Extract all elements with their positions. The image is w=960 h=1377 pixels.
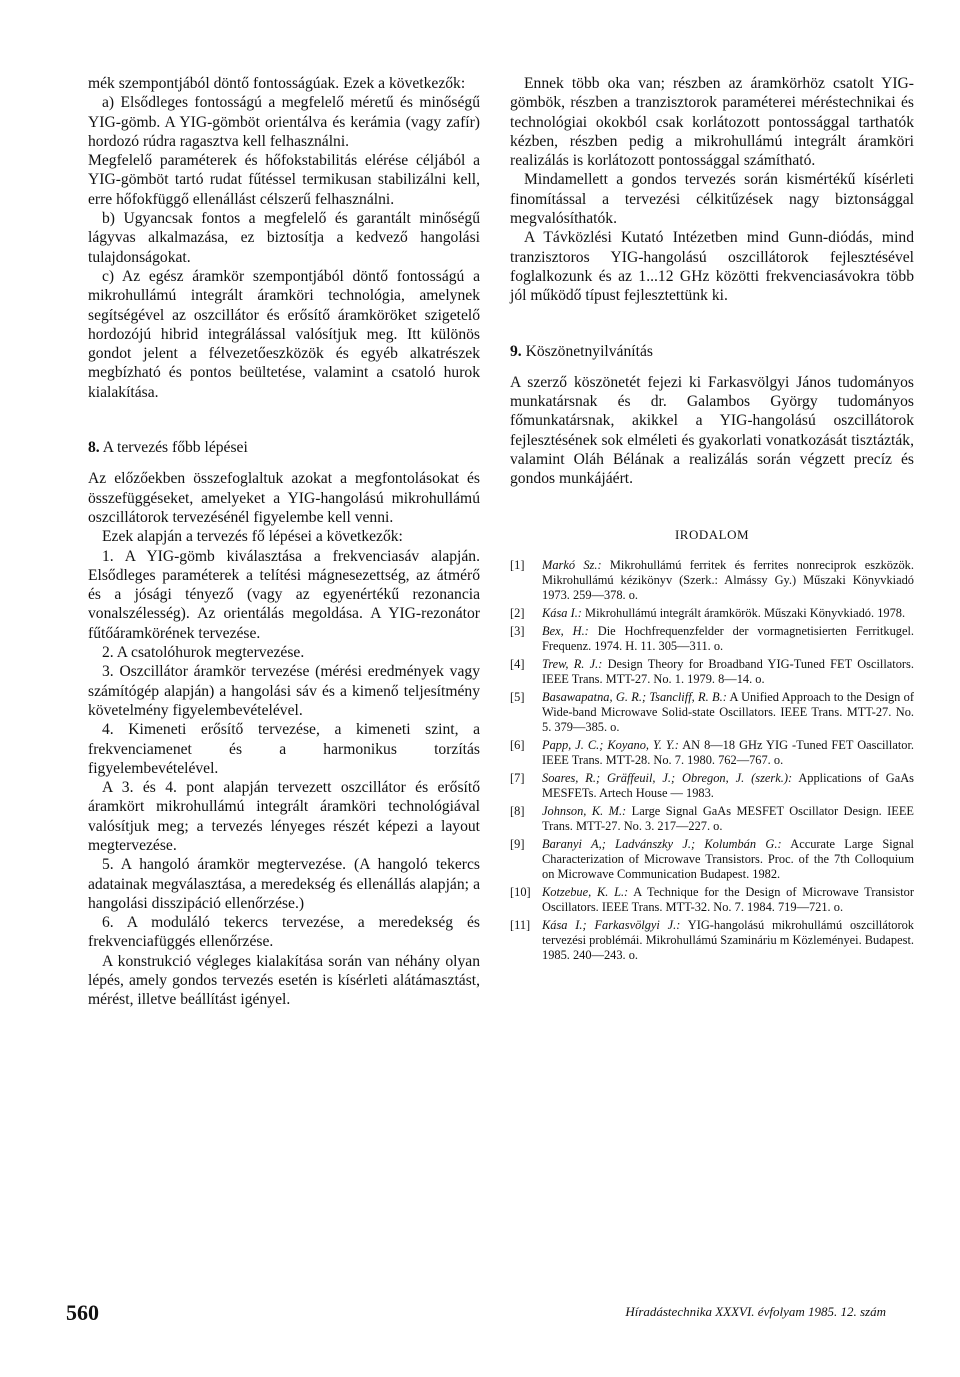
- reference-item: [510, 624, 914, 654]
- section-8-paragraph-4: A konstrukció végleges kialakítása során van néhány olyan lépés, amely gondos tervezés esetén is kísérleti alátámasztást, mérést, illetve beállítást igényel.: [88, 952, 480, 1009]
- reference-item: [510, 606, 914, 621]
- reference-text: AN 8—18 GHz YIG -Tuned FET Oascillator. IEEE Trans. MTT-28. No. 7. 1980. 762—767. o.: [542, 737, 914, 767]
- reference-number: [4]: [510, 656, 525, 671]
- page-number: 560: [66, 1300, 99, 1325]
- reference-item: [510, 837, 914, 882]
- reference-text: Die Hochfrequenzfelder der vormagnetisierten Ferritkugel. Frequenz. 1974. H. 11. 305—311. o.: [542, 623, 915, 653]
- step-6: 6. A moduláló tekercs tervezése, a meredekség és frekvenciafüggés ellenőrzése.: [88, 914, 480, 951]
- reference-number: [9]: [510, 836, 525, 851]
- reference-item: [510, 558, 914, 603]
- left-column: [88, 74, 480, 1010]
- step-4: 4. Kimeneti erősítő tervezése, a kimeneti szint, a frekvenciamenet és a harmonikus torzítás figyelembevételével.: [88, 721, 480, 777]
- page-footer: [66, 1300, 886, 1330]
- reference-authors: Johnson, K. M.:: [542, 803, 627, 818]
- intro-paragraph: mék szempontjából döntő fontosságúak. Ezek a következők:: [88, 75, 466, 92]
- reference-number: [5]: [510, 689, 525, 704]
- section-8-paragraph-3: A 3. és 4. pont alapján tervezett oszcillátor és erősítő áramkört mikrohullámú integrált áramköri technológiával valósítjuk meg; a tervezés lényeges részét képezi a layout megtervezése.: [88, 779, 480, 854]
- reference-number: [10]: [510, 884, 531, 899]
- reference-authors: Soares, R.; Gräffeuil, J.; Obregon, J. (szerk.):: [542, 770, 793, 785]
- reference-authors: Baranyi A,; Ladvánszky J.; Kolumbán G.:: [542, 836, 782, 851]
- reference-number: [2]: [510, 605, 525, 620]
- reference-item: [510, 885, 914, 915]
- reference-authors: Kása I.; Farkasvölgyi J.:: [542, 917, 681, 932]
- step-1: 1. A YIG-gömb kiválasztása a frekvenciasáv alapján. Elsődleges paraméterek a telítési mágnesezettség, az átmérő és a jósági tényező (vagy az egyenértékű rezonancia vonalszélesség). Az orientálás megoldása. A YIG-rezonátor fűtőáramkörének tervezése.: [88, 547, 480, 642]
- section-8-heading: [88, 438, 480, 457]
- reference-authors: Kása I.:: [542, 605, 582, 620]
- reference-text: Mikrohullámú ferritek és ferrites nonreciprok eszközök. Mikrohullámú kézikönyv (Szerk.: Almássy Gy.) Műszaki Könyvkiadó 1973. 259—378. o.: [542, 557, 914, 602]
- reference-text: Mikrohullámú integrált áramkörök. Műszaki Könyvkiadó. 1978.: [585, 605, 906, 620]
- reference-number: [6]: [510, 737, 525, 752]
- item-a-paragraph: a) Elsődleges fontosságú a megfelelő méretű és minőségű YIG-gömb. A YIG-gömböt orientálva és kerámia (vagy zafír) hordozó rúdra ragasztva kell felhasználni.: [88, 94, 480, 150]
- references-title: IRODALOM: [674, 526, 750, 542]
- step-5: 5. A hangoló áramkör megtervezése. (A hangoló tekercs adatainak megválasztása, a meredekség és ellenállás alapján; a hangolási disszipáció ellenőrzése.): [88, 856, 480, 912]
- reference-item: [510, 657, 914, 687]
- section-8-number: 8.: [88, 439, 100, 457]
- section-9-heading: [510, 342, 914, 361]
- reference-text: A Unified Approach to the Design of Wide-band Microwave Solid-state Oscillators. IEEE Trans. MTT-27. No. 5. 379—385. o.: [542, 689, 914, 734]
- section-9-title: Köszönetnyilvánítás: [525, 342, 653, 360]
- reference-authors: Kotzebue, K. L.:: [542, 884, 629, 899]
- acknowledgement-paragraph: A szerző köszönetét fejezi ki Farkasvölgyi János tudományos munkatársnak és dr. Galambos György tudományos főmunkatársnak, akikkel a YIG-hangolású oszcillátorok fejlesztésének sok elméleti és gyakorlati vonatkozását tisztázták, valamint Oláh Bélának a realizálás során végzett precíz és gondos munkájáért.: [510, 373, 914, 488]
- reference-text: Applications of GaAs MESFETs. Artech House — 1983.: [542, 770, 914, 800]
- step-2: 2. A csatolóhurok megtervezése.: [102, 644, 305, 662]
- reference-text: A Technique for the Design of Microwave Transistor Oscillators. IEEE Trans. MTT-32. No. 7. 1984. 719—721. o.: [542, 884, 914, 914]
- reference-authors: Markó Sz.:: [542, 557, 602, 572]
- right-paragraph-1: Ennek több oka van; részben az áramkörhöz csatolt YIG-gömbök, részben a tranzisztorok paraméterei méréstechnikai és technológiai okokból csak korlátozott pontossággal tarthatók kézben, részben pedig a mikrohullámú integrált áramköri realizálás is korlátozott pontossággal számítható.: [510, 75, 914, 170]
- reference-item: [510, 771, 914, 801]
- right-paragraph-2: A Távközlési Kutató Intézetben mind Gunn-diódás, mind tranzisztoros YIG-hangolású oszcillátorok fejlesztésével foglalkozunk és az 1...12 GHz közötti frekvenciasávokra több jól működő típust fejlesztettünk ki.: [510, 229, 914, 305]
- item-c-paragraph: c) Az egész áramkör szempontjából döntő fontosságú a mikrohullámú integrált áramköri technológia, amelynek segítségével az oszcillátor és erősítő áramköröket szigetelő hordozójú hibrid integrálással valósítjuk meg. Itt különös gondot jelent a félvezetőeszközök és egyéb alkatrészek megbízható és pontos beültetése, valamint a csatoló hurok kialakítása.: [88, 267, 480, 401]
- item-a-continuation: Megfelelő paraméterek és hőfokstabilitás elérése céljából a YIG-gömböt tartó rudat fűtéssel termikusan stabilizálni kell, erre hőfokfüggő ellenállást célszerű felhasználni.: [88, 152, 480, 208]
- reference-authors: Basawapatna, G. R.; Tsancliff, R. B.:: [542, 689, 727, 704]
- reference-number: [8]: [510, 803, 525, 818]
- reference-number: [3]: [510, 623, 525, 638]
- section-9-number: 9.: [510, 342, 522, 360]
- reference-item: [510, 918, 914, 963]
- step-3: 3. Oszcillátor áramkör tervezése (mérési eredmények vagy számítógép alapján) a hangolási sáv és a kimenő teljesítmény követelmény figyelembevételével.: [88, 663, 480, 719]
- section-8-title: A tervezés főbb lépései: [102, 439, 248, 457]
- reference-item: [510, 804, 914, 834]
- journal-name: Híradástechnika XXXVI. évfolyam 1985. 12. szám: [625, 1304, 886, 1319]
- right-paragraph-1b: Mindamellett a gondos tervezés során kismértékű kísérleti finomítással a tervezési célkitűzések nagy biztonsággal megvalósíthatók.: [510, 171, 914, 228]
- reference-authors: Papp, J. C.; Koyano, Y. Y.:: [542, 737, 679, 752]
- reference-text: YIG-hangolású mikrohullámú oszcillátorok tervezési problémái. Mikrohullámú Szamináriu m Közleményei. Budapest. 1985. 240—243. o.: [542, 917, 914, 962]
- section-8-paragraph-1: Az előzőekben összefoglaltuk azokat a megfontolásokat és összefüggéseket, amelyeket a YIG-hangolású mikrohullámú oszcillátorok tervezésénél figyelembe kell venni.: [88, 470, 480, 526]
- reference-number: [1]: [510, 557, 525, 572]
- references-list: [510, 558, 914, 963]
- reference-authors: Bex, H.:: [542, 623, 589, 638]
- reference-text: Accurate Large Signal Characterization of Microwave Transistors. Proc. of the 7th Colloquium on Microwave Communication Budapest. 1982.: [542, 836, 914, 881]
- reference-item: [510, 738, 914, 768]
- section-8-paragraph-2: Ezek alapján a tervezés fő lépései a következők:: [102, 528, 403, 546]
- reference-item: [510, 690, 914, 735]
- reference-authors: Trew, R. J.:: [542, 656, 603, 671]
- item-b-paragraph: b) Ugyancsak fontos a megfelelő és garantált minőségű lágyvas alkalmazása, ez biztosítja a kedvező hangolási tulajdonságokat.: [88, 210, 480, 266]
- reference-number: [11]: [510, 917, 531, 932]
- reference-text: Design Theory for Broadband YIG-Tuned FET Oscillators. IEEE Trans. MTT-27. No. 1. 1979. 8—14. o.: [542, 656, 914, 686]
- right-column: [510, 74, 914, 966]
- reference-text: Large Signal GaAs MESFET Oscillator Design. IEEE Trans. MTT-27. No. 3. 217—227. o.: [542, 803, 915, 833]
- reference-number: [7]: [510, 770, 525, 785]
